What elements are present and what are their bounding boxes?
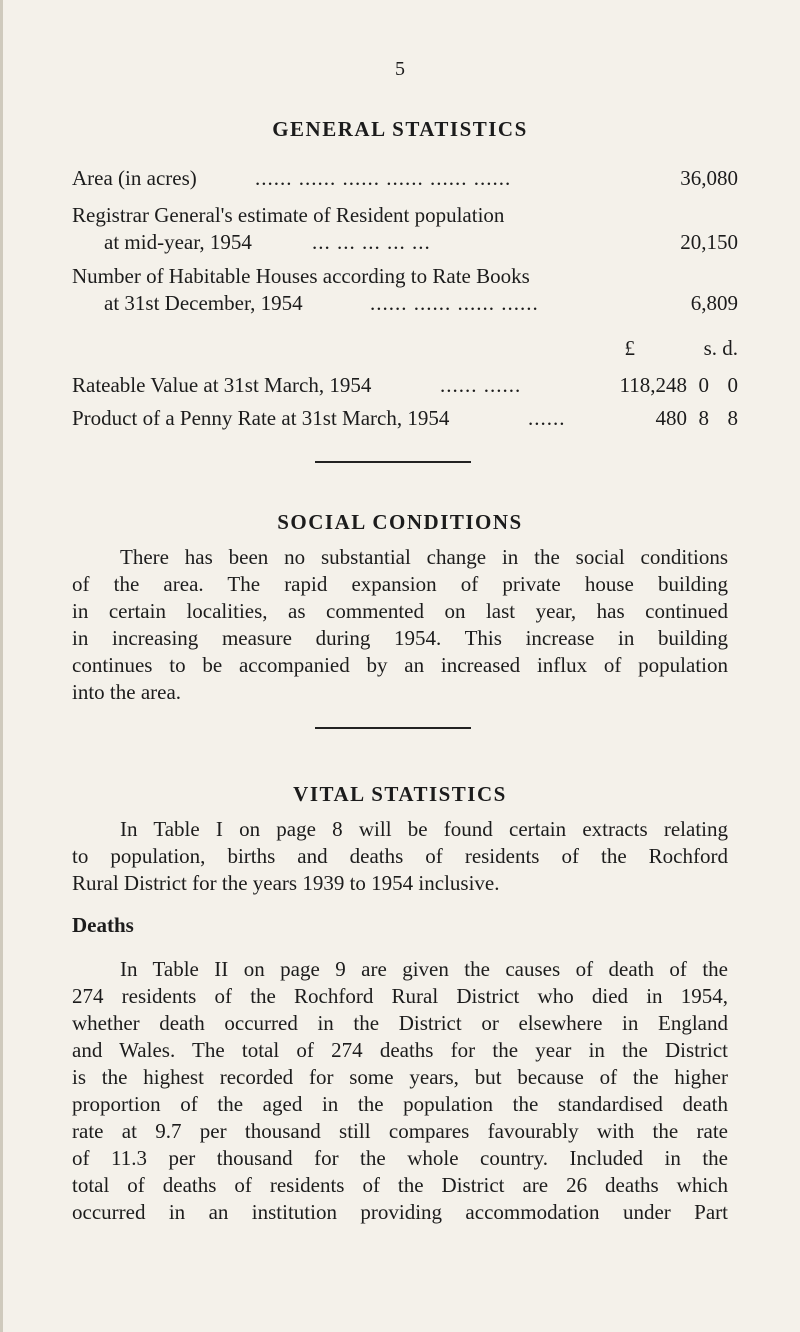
general-statistics-heading: GENERAL STATISTICS: [272, 117, 528, 141]
text-line: continues to be accompanied by an increased influx of population: [72, 653, 728, 677]
vital-statistics-paragraph: [72, 816, 728, 897]
section-divider: [315, 727, 471, 729]
text-line: In Table I on page 8 will be found certain extracts relating: [120, 817, 728, 841]
population-label-line-2: at mid-year, 1954: [104, 230, 252, 254]
currency-pounds-header: £: [624, 336, 635, 360]
social-conditions-heading: SOCIAL CONDITIONS: [277, 510, 523, 534]
text-line: Rural District for the years 1939 to 1954 inclusive.: [72, 871, 500, 895]
text-line: and Wales. The total of 274 deaths for the year in the District: [72, 1038, 728, 1062]
penny-rate-pounds: 480: [655, 406, 687, 430]
section-divider: [315, 461, 471, 463]
page-number: 5: [395, 58, 405, 80]
currency-sd-header: s. d.: [703, 336, 738, 360]
penny-rate-shillings: 8: [698, 406, 709, 430]
text-line: In Table II on page 9 are given the causes of death of the: [120, 957, 728, 981]
rateable-value-pence: 0: [727, 373, 738, 397]
deaths-paragraph: [72, 956, 728, 1226]
population-value: 20,150: [680, 230, 738, 254]
text-line: whether death occurred in the District or elsewhere in England: [72, 1011, 728, 1035]
text-line: into the area.: [72, 680, 182, 704]
penny-rate-pence: 8: [727, 406, 738, 430]
penny-rate-label: Product of a Penny Rate at 31st March, 1954: [72, 406, 450, 430]
houses-dots: ...... ...... ...... ......: [370, 291, 539, 315]
houses-label-line-1: Number of Habitable Houses according to Rate Books: [72, 264, 530, 288]
population-dots: ... ... ... ... ...: [312, 230, 431, 254]
rateable-value-pounds: 118,248: [619, 373, 687, 397]
text-line: total of deaths of residents of the District are 26 deaths which: [72, 1173, 728, 1197]
text-line: of 11.3 per thousand for the whole country. Included in the: [72, 1146, 728, 1170]
penny-rate-dots: ......: [528, 406, 566, 430]
text-line: in increasing measure during 1954. This increase in building: [72, 626, 728, 650]
text-line: in certain localities, as commented on last year, has continued: [72, 599, 728, 623]
vital-statistics-heading: VITAL STATISTICS: [293, 782, 507, 806]
text-line: There has been no substantial change in the social conditions: [120, 545, 728, 569]
text-line: occurred in an institution providing accommodation under Part: [72, 1200, 728, 1224]
rateable-value-shillings: 0: [698, 373, 709, 397]
text-line: 274 residents of the Rochford Rural District who died in 1954,: [72, 984, 728, 1008]
area-value: 36,080: [680, 166, 738, 190]
area-label: Area (in acres): [72, 166, 197, 190]
text-line: rate at 9.7 per thousand still compares favourably with the rate: [72, 1119, 728, 1143]
text-line: to population, births and deaths of residents of the Rochford: [72, 844, 728, 868]
houses-label-line-2: at 31st December, 1954: [104, 291, 303, 315]
area-dots: ...... ...... ...... ...... ...... ......: [255, 166, 512, 190]
text-line: of the area. The rapid expansion of private house building: [72, 572, 728, 596]
deaths-heading: Deaths: [72, 913, 134, 937]
rateable-value-dots: ...... ......: [440, 373, 522, 397]
rateable-value-label: Rateable Value at 31st March, 1954: [72, 373, 372, 397]
text-line: is the highest recorded for some years, but because of the higher: [72, 1065, 728, 1089]
population-label-line-1: Registrar General's estimate of Resident population: [72, 203, 505, 227]
page-edge: [0, 0, 3, 1332]
text-line: proportion of the aged in the population the standardised death: [72, 1092, 728, 1116]
social-conditions-paragraph: [72, 544, 728, 706]
houses-value: 6,809: [690, 291, 738, 315]
